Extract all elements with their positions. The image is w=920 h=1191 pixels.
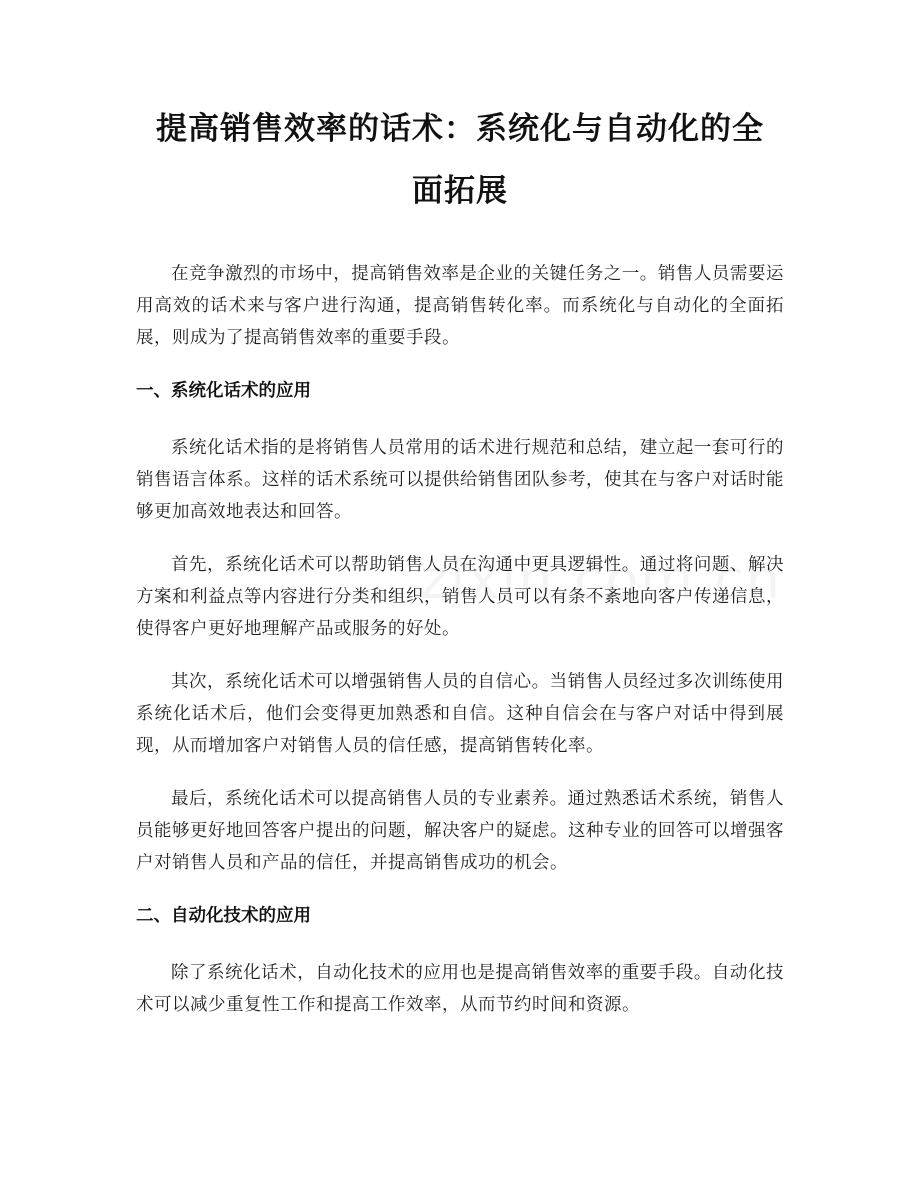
section-2-paragraph-1: 除了系统化话术，自动化技术的应用也是提高销售效率的重要手段。自动化技术可以减少重复性工作和提高工作效率，从而节约时间和资源。 bbox=[136, 963, 784, 1015]
section-1-paragraph-1: 系统化话术指的是将销售人员常用的话术进行规范和总结，建立起一套可行的销售语言体系。这样的话术系统可以提供给销售团队参考，使其在与客户对话时能够更加高效地表达和回答。 bbox=[136, 438, 784, 522]
section-2-heading: 二、自动化技术的应用 bbox=[136, 906, 311, 926]
title-line-1: 提高销售效率的话术：系统化与自动化的全 bbox=[156, 111, 764, 147]
title-line-2: 面拓展 bbox=[412, 173, 508, 209]
document-title bbox=[136, 98, 784, 222]
section-1-paragraph-3: 其次，系统化话术可以增强销售人员的自信心。当销售人员经过多次训练使用系统化话术后，他们会变得更加熟悉和自信。这种自信会在与客户对话中得到展现，从而增加客户对销售人员的信任感，提高销售转化率。 bbox=[136, 672, 784, 756]
section-1-paragraph-2: 首先，系统化话术可以帮助销售人员在沟通中更具逻辑性。通过将问题、解决方案和利益点等内容进行分类和组织，销售人员可以有条不紊地向客户传递信息，使得客户更好地理解产品或服务的好处。 bbox=[136, 555, 784, 639]
section-1-heading: 一、系统化话术的应用 bbox=[136, 381, 311, 401]
document-body bbox=[136, 258, 784, 1021]
section-1-paragraph-4: 最后，系统化话术可以提高销售人员的专业素养。通过熟悉话术系统，销售人员能够更好地回答客户提出的问题，解决客户的疑虑。这种专业的回答可以增强客户对销售人员和产品的信任，并提高销售成功的机会。 bbox=[136, 789, 784, 873]
intro-paragraph: 在竞争激烈的市场中，提高销售效率是企业的关键任务之一。销售人员需要运用高效的话术来与客户进行沟通，提高销售转化率。而系统化与自动化的全面拓展，则成为了提高销售效率的重要手段。 bbox=[136, 264, 784, 348]
